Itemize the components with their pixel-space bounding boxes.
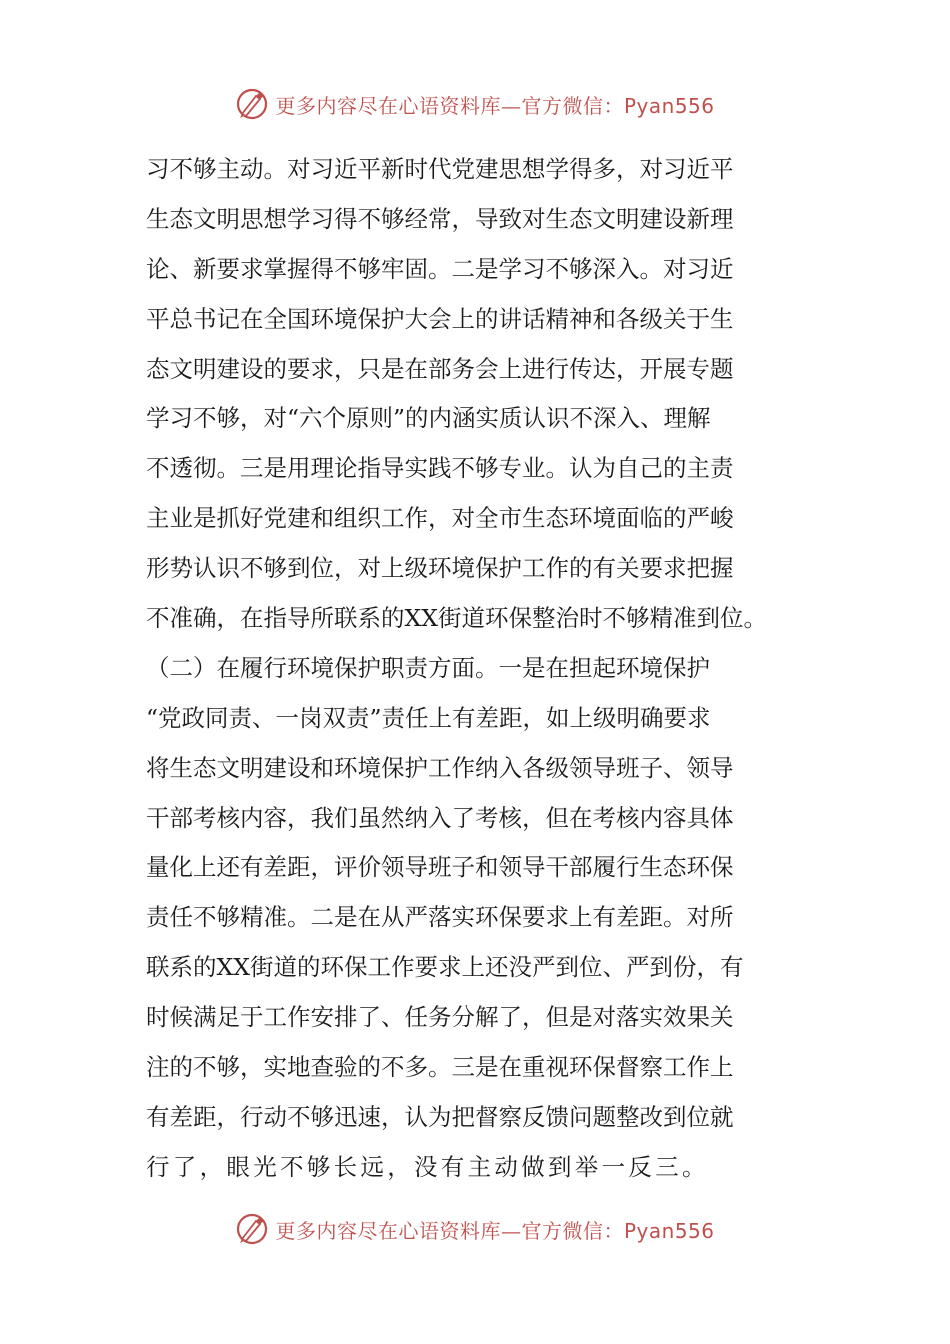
text-line: 不准确，在指导所联系的XX街道环保整治时不够精准到位。	[146, 604, 767, 633]
text-line: 学习不够，对“六个原则”的内涵实质认识不深入、理解	[146, 404, 711, 433]
text-line: 联系的XX街道的环保工作要求上还没严到位、严到份，有	[146, 953, 744, 982]
text-line: 有差距，行动不够迅速，认为把督察反馈问题整改到位就	[146, 1102, 734, 1131]
text-line: 习不够主动。对习近平新时代党建思想学得多，对习近平	[146, 155, 734, 183]
text-line: 注的不够，实地查验的不多。三是在重视环保督察工作上	[146, 1053, 734, 1082]
text-line: 将生态文明建设和环境保护工作纳入各级领导班子、领导	[146, 753, 734, 782]
banner-title	[275, 90, 714, 119]
text-line: 时候满足于工作安排了、任务分解了，但是对落实效果关	[146, 1003, 734, 1032]
text-line: 生态文明思想学习得不够经常，导致对生态文明建设新理	[146, 204, 734, 233]
text-line: 论、新要求掌握得不够牢固。二是学习不够深入。对习近	[146, 254, 734, 283]
text-line: 形势认识不够到位，对上级环境保护工作的有关要求把握	[146, 554, 734, 583]
text-line: 态文明建设的要求，只是在部务会上进行传达，开展专题	[146, 354, 734, 383]
text-line: （二）在履行环境保护职责方面。一是在担起环境保护	[146, 653, 710, 682]
banner-text: 更多内容尽在心语资料库—官方微信：	[275, 93, 624, 118]
pen-logo-icon	[235, 1212, 269, 1246]
text-line: 平总书记在全国环境保护大会上的讲话精神和各级关于生	[146, 304, 734, 333]
document-body	[146, 145, 806, 1193]
text-line: 责任不够精准。二是在从严落实环保要求上有差距。对所	[146, 903, 734, 932]
banner-text: 更多内容尽在心语资料库—官方微信：	[275, 1218, 624, 1243]
text-line: 行了，眼光不够长远，没有主动做到举一反三。	[146, 1152, 709, 1181]
pen-logo-icon	[235, 87, 269, 121]
banner-title	[275, 1215, 714, 1244]
text-line: 主业是抓好党建和组织工作，对全市生态环境面临的严峻	[146, 504, 734, 533]
header-banner	[0, 84, 950, 124]
wechat-id: Pyan556	[623, 93, 715, 118]
text-line: 量化上还有差距，评价领导班子和领导干部履行生态环保	[146, 853, 734, 882]
text-line: “党政同责、一岗双责”责任上有差距，如上级明确要求	[146, 703, 711, 732]
text-line: 干部考核内容，我们虽然纳入了考核，但在考核内容具体	[146, 803, 734, 832]
footer-banner	[0, 1209, 950, 1249]
wechat-id: Pyan556	[623, 1218, 715, 1243]
text-line: 不透彻。三是用理论指导实践不够专业。认为自己的主责	[146, 454, 734, 483]
